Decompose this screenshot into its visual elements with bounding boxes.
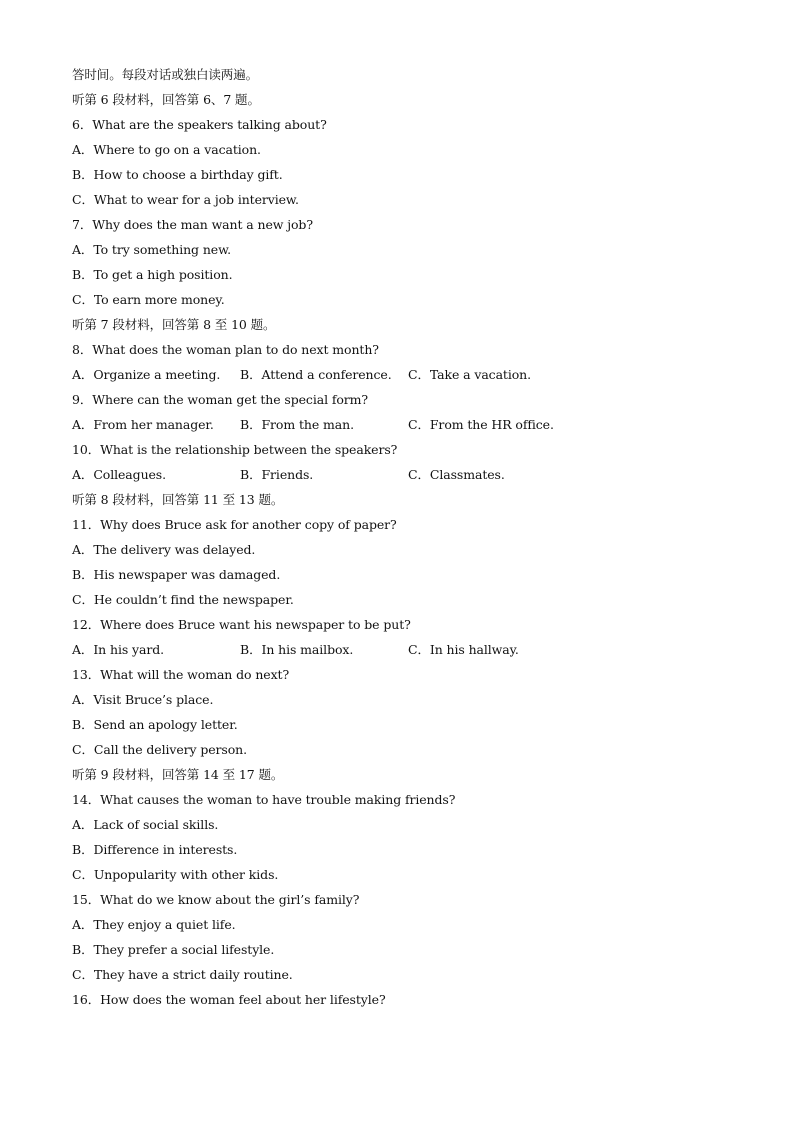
question-line: 14．What causes the woman to have trouble making friends?: [72, 792, 456, 807]
question-line: C．What to wear for a job interview.: [72, 192, 299, 207]
question-line: B．To get a high position.: [72, 267, 233, 282]
question-line: 13．What will the woman do next?: [72, 667, 290, 682]
answer-option: A．Colleagues.: [72, 467, 167, 482]
question-line: 7．Why does the man want a new job?: [72, 217, 313, 232]
question-line: A．Lack of social skills.: [72, 817, 219, 832]
answer-option: C．Classmates.: [408, 467, 505, 482]
question-line: B．How to choose a birthday gift.: [72, 167, 283, 182]
question-line: B．His newspaper was damaged.: [72, 567, 281, 582]
question-line: C．He couldn’t find the newspaper.: [72, 592, 294, 607]
question-line: C．To earn more money.: [72, 292, 225, 307]
section-instruction: 听第 9 段材料，回答第 14 至 17 题。: [72, 767, 284, 782]
answer-option: A．From her manager.: [72, 417, 214, 432]
question-line: B．Send an apology letter.: [72, 717, 238, 732]
question-line: 16．How does the woman feel about her lifestyle?: [72, 992, 386, 1007]
question-line: B．Difference in interests.: [72, 842, 238, 857]
question-line: B．They prefer a social lifestyle.: [72, 942, 275, 957]
answer-option: B．Friends.: [240, 467, 314, 482]
section-instruction: 答时间。每段对话或独白读两遍。: [72, 67, 259, 82]
options-row: [72, 637, 732, 662]
question-line: 11．Why does Bruce ask for another copy of paper?: [72, 517, 397, 532]
section-instruction: 听第 7 段材料，回答第 8 至 10 题。: [72, 317, 276, 332]
section-instruction: 听第 8 段材料，回答第 11 至 13 题。: [72, 492, 284, 507]
question-line: A．Where to go on a vacation.: [72, 142, 261, 157]
exam-page: [72, 62, 732, 1012]
answer-option: C．In his hallway.: [408, 642, 519, 657]
answer-option: A．In his yard.: [72, 642, 164, 657]
question-line: A．To try something new.: [72, 242, 232, 257]
question-line: C．Call the delivery person.: [72, 742, 247, 757]
question-line: A．They enjoy a quiet life.: [72, 917, 236, 932]
question-line: C．Unpopularity with other kids.: [72, 867, 279, 882]
answer-option: A．Organize a meeting.: [72, 367, 221, 382]
question-line: A．Visit Bruce’s place.: [72, 692, 214, 707]
question-line: C．They have a strict daily routine.: [72, 967, 293, 982]
options-row: [72, 462, 732, 487]
section-instruction: 听第 6 段材料，回答第 6、7 题。: [72, 92, 260, 107]
answer-option: B．Attend a conference.: [240, 367, 392, 382]
answer-option: B．In his mailbox.: [240, 642, 354, 657]
options-row: [72, 412, 732, 437]
answer-option: B．From the man.: [240, 417, 354, 432]
question-line: 6．What are the speakers talking about?: [72, 117, 327, 132]
question-line: 12．Where does Bruce want his newspaper to be put?: [72, 617, 411, 632]
question-line: 9．Where can the woman get the special form?: [72, 392, 369, 407]
question-line: 10．What is the relationship between the speakers?: [72, 442, 398, 457]
answer-option: C．Take a vacation.: [408, 367, 531, 382]
question-line: 8．What does the woman plan to do next month?: [72, 342, 379, 357]
question-line: 15．What do we know about the girl’s family?: [72, 892, 360, 907]
options-row: [72, 362, 732, 387]
question-line: A．The delivery was delayed.: [72, 542, 256, 557]
answer-option: C．From the HR office.: [408, 417, 554, 432]
